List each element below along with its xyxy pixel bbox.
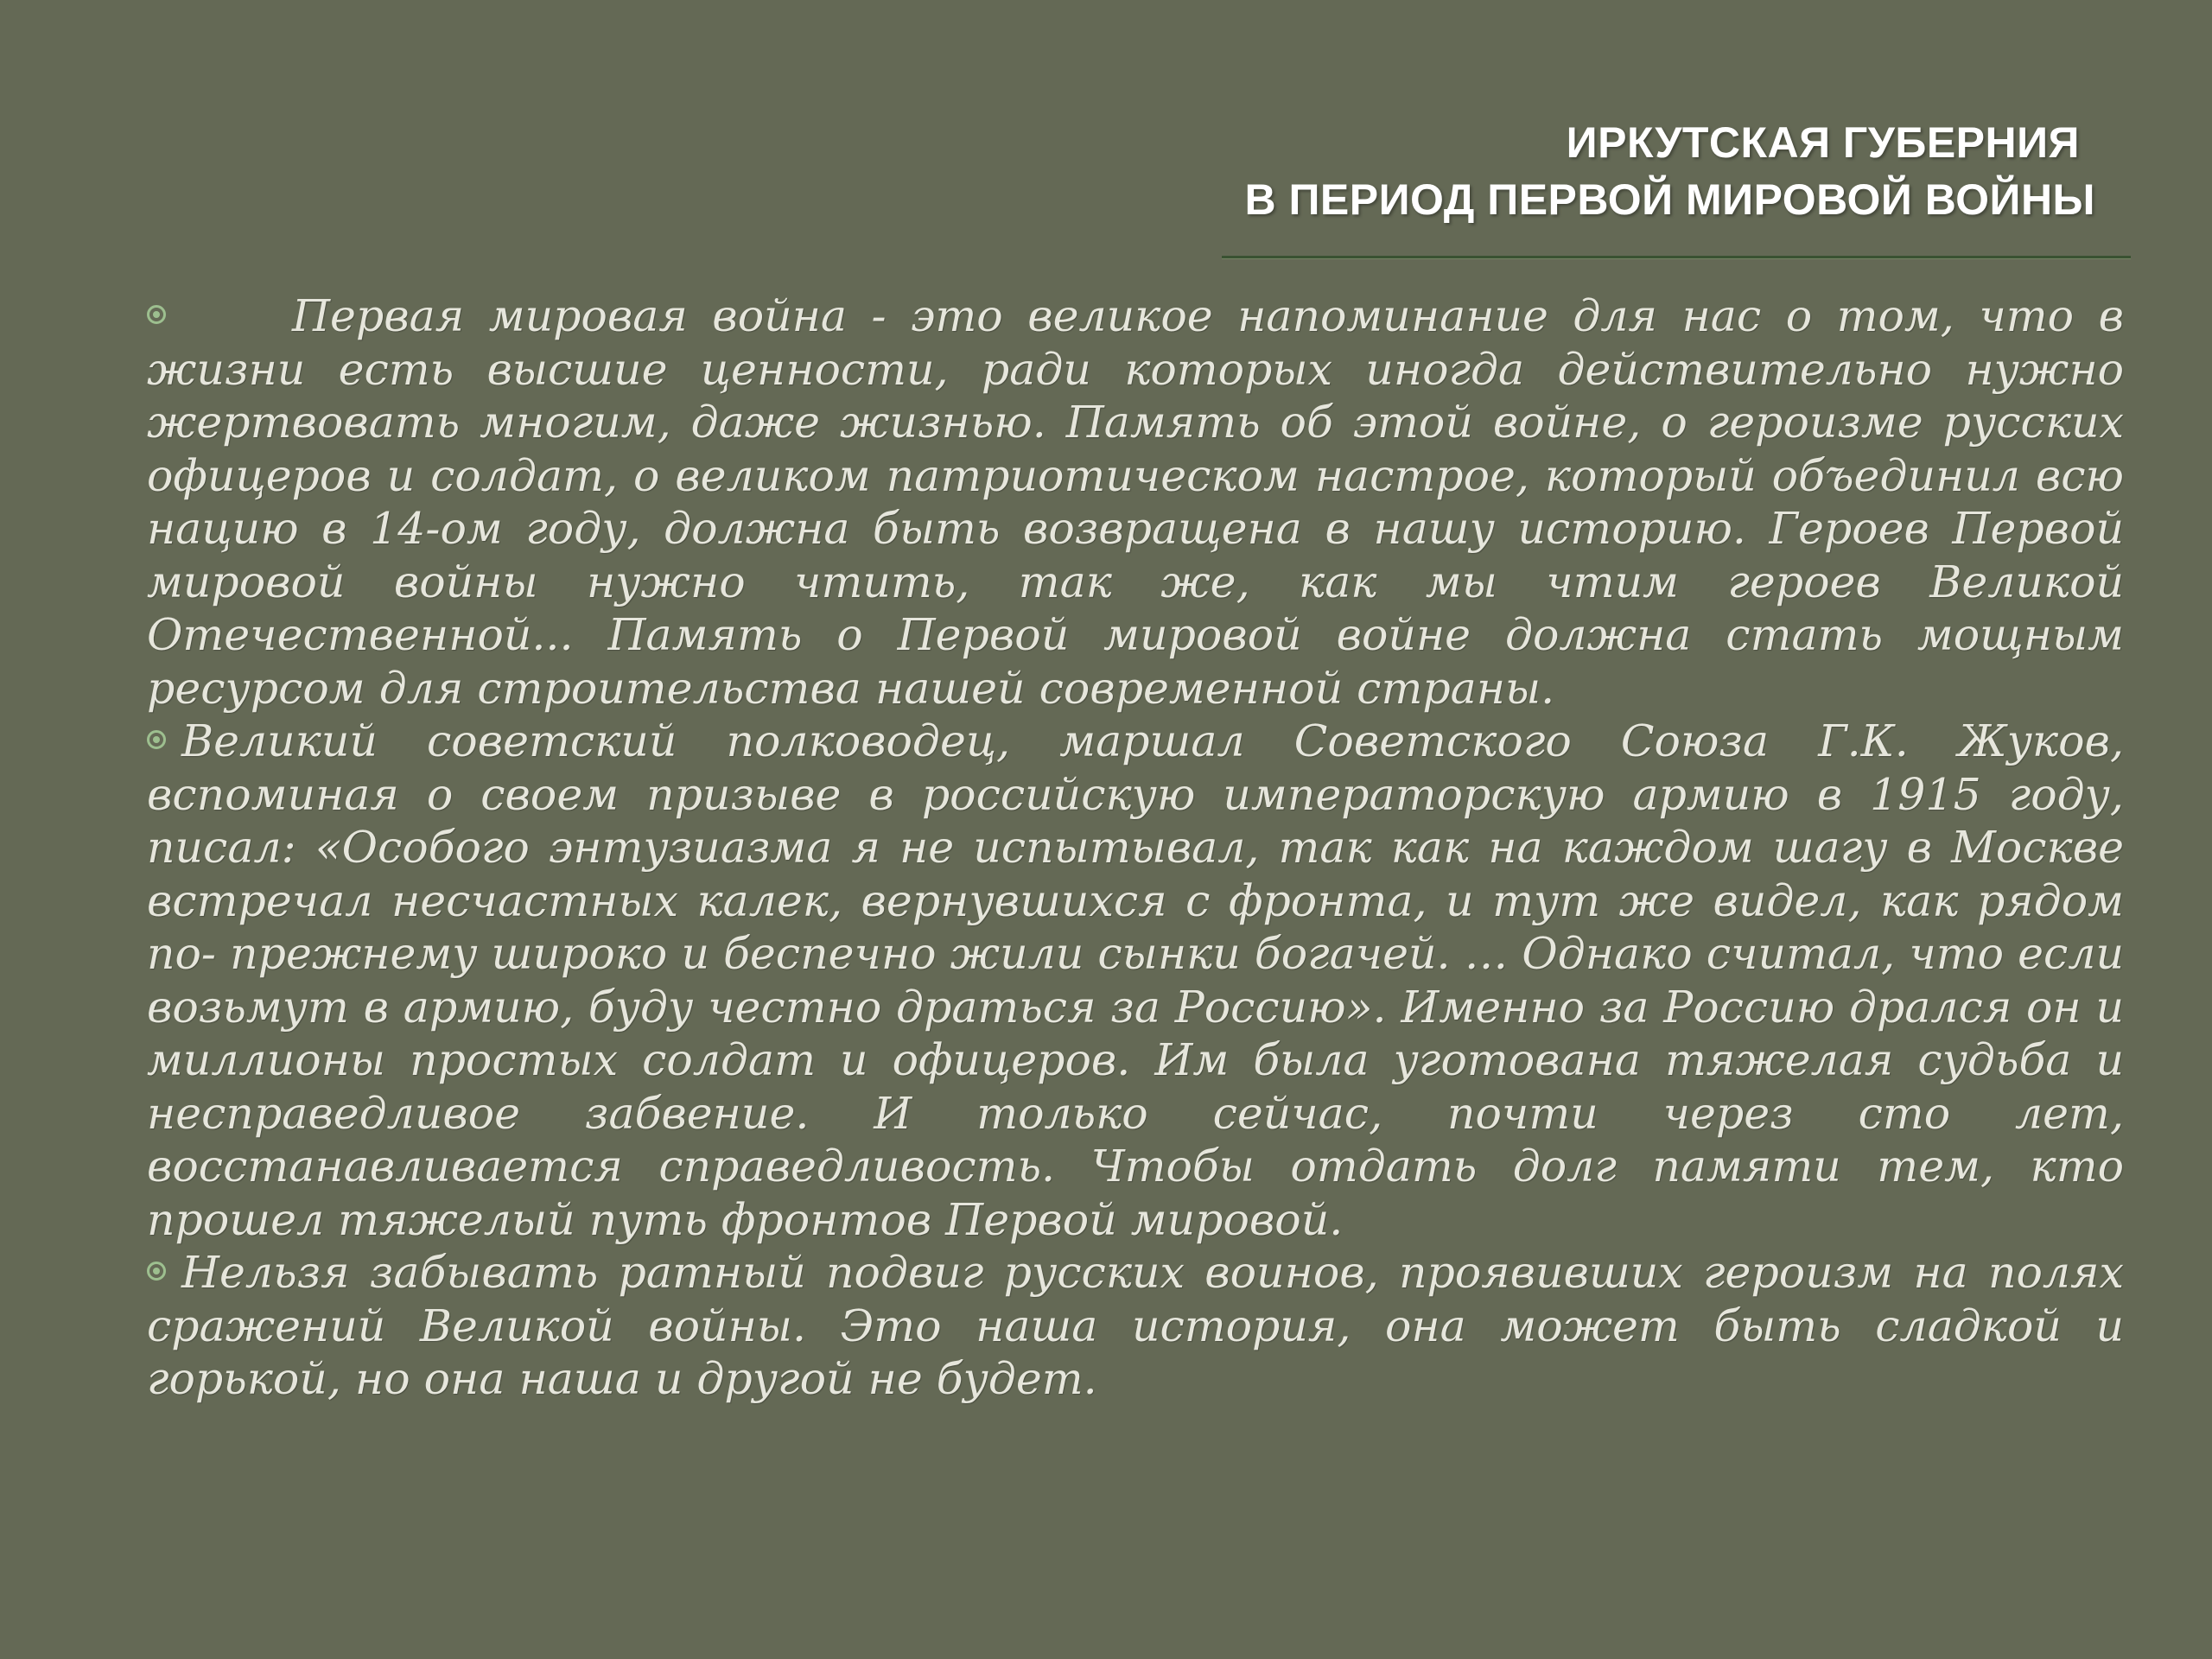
title-line-2: В ПЕРИОД ПЕРВОЙ МИРОВОЙ ВОЙНЫ — [1244, 175, 2095, 224]
circle-bullet-icon — [147, 730, 166, 749]
paragraph-3 — [147, 1246, 2124, 1406]
slide-body — [147, 289, 2124, 1406]
title-underline-divider — [1222, 256, 2131, 258]
circle-bullet-icon — [147, 1262, 166, 1281]
paragraph-2 — [147, 715, 2124, 1246]
title-line-1: ИРКУТСКАЯ ГУБЕРНИЯ — [1566, 118, 2080, 167]
paragraph-1 — [147, 289, 2124, 715]
circle-bullet-icon — [147, 305, 166, 324]
paragraph-2-text: Великий советский полководец, маршал Советского Союза Г.К. Жуков, вспоминая о своем призыве в российскую императорскую армию в 1915 году, писал: «Особого энтузиазма я не испытывал, так как на каждом шагу в Москве встречал несчастных калек, вернувшихся с фронта, и тут же видел, как рядом по- прежнему широко и беспечно жили сынки богачей. … Однако считал, что если возьмут в армию, буду честно драться за Россию». Именно за Россию дрался он и миллионы простых солдат и офицеров. Им была уготована тяжелая судьба и несправедливое забвение. И только сейчас, почти через сто лет, восстанавливается справедливость. Чтобы отдать долг памяти тем, кто прошел тяжелый путь фронтов Первой мировой. — [147, 715, 2124, 1245]
paragraph-1-text: Первая мировая война - это великое напоминание для нас о том, что в жизни есть высшие ценности, ради которых иногда действительно нужно жертвовать многим, даже жизнью. Память об этой войне, о героизме русских офицеров и солдат, о великом патриотическом настрое, который объединил всю нацию в 14-ом году, должна быть возвращена в нашу историю. Героев Первой мировой войны нужно чтить, так же, как мы чтим героев Великой Отечественной... Память о Первой мировой войне должна стать мощным ресурсом для строительства нашей современной страны. — [147, 290, 2124, 714]
slide-title — [1244, 114, 2095, 228]
paragraph-3-text: Нельзя забывать ратный подвиг русских воинов, проявивших героизм на полях сражений Великой войны. Это наша история, она может быть сладкой и горькой, но она наша и другой не будет. — [147, 1247, 2124, 1404]
